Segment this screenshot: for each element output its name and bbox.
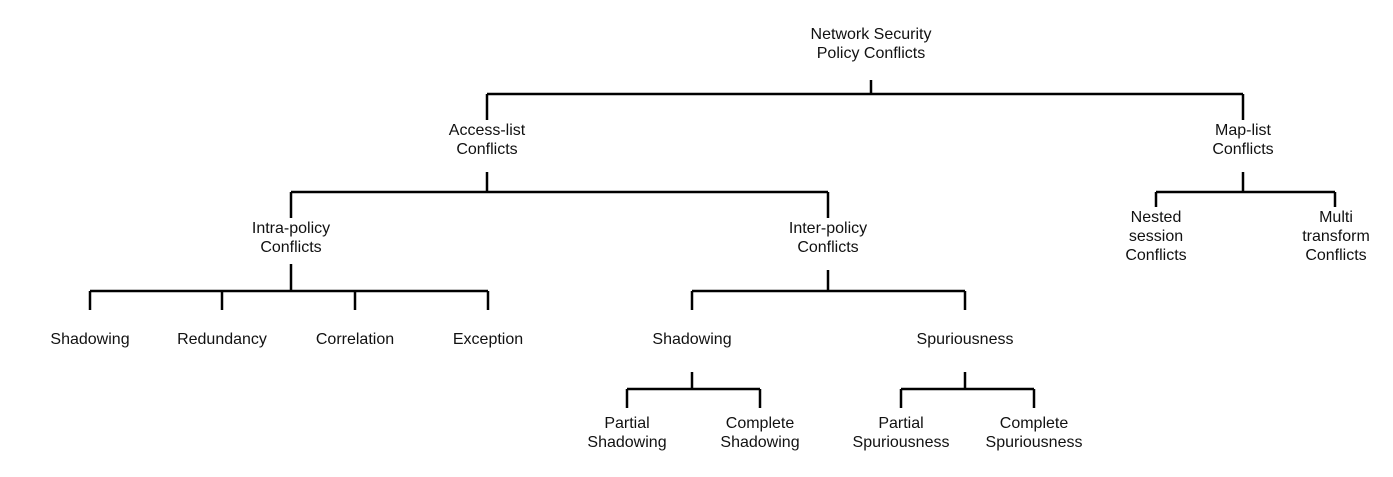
node-label-line: Partial [604, 415, 650, 432]
node-complete-spuriousness [986, 414, 1083, 452]
node-label-line: Map-list [1214, 122, 1272, 139]
node-complete-shadowing [720, 414, 799, 452]
node-label-line: Inter-policy [788, 220, 868, 237]
node-label-line: Conflicts [1305, 247, 1367, 264]
node-label-line: Network Security [810, 26, 932, 43]
node-label-line: session [1128, 228, 1184, 245]
node-label-line: Correlation [315, 331, 395, 348]
node-label-line: Partial [878, 415, 924, 432]
node-label-line: Policy Conflicts [816, 45, 926, 62]
node-label-line: Spuriousness [985, 434, 1083, 451]
node-label-line: Multi [1319, 209, 1353, 226]
node-label-line: Spuriousness [852, 434, 950, 451]
node-redundancy [177, 330, 267, 349]
node-label-line: transform [1302, 228, 1370, 245]
node-spuriousness [917, 330, 1014, 349]
node-label-line: Redundancy [177, 331, 267, 348]
node-label-line: Intra-policy [251, 220, 331, 237]
node-label-line: Complete [999, 415, 1069, 432]
node-label-line: Conflicts [797, 239, 859, 256]
node-maplist [1212, 121, 1273, 159]
node-label-line: Shadowing [652, 331, 732, 348]
node-label-line: Conflicts [1212, 141, 1274, 158]
node-correlation [316, 330, 394, 349]
node-label-line: Conflicts [456, 141, 518, 158]
node-inter-shadowing [652, 330, 731, 349]
node-label-line: Spuriousness [916, 331, 1014, 348]
node-access [449, 121, 525, 159]
node-label-line: Nested [1130, 209, 1182, 226]
node-exception [453, 330, 523, 349]
node-label-line: Access-list [448, 122, 526, 139]
node-label-line: Conflicts [1125, 247, 1187, 264]
node-label-line: Shadowing [720, 434, 800, 451]
node-label-line: Exception [452, 331, 524, 348]
node-inter [789, 219, 867, 257]
node-nested [1125, 208, 1186, 265]
node-root [811, 25, 932, 63]
node-partial-shadowing [587, 414, 666, 452]
node-label-line: Complete [725, 415, 795, 432]
node-label-line: Conflicts [260, 239, 322, 256]
node-label-line: Shadowing [587, 434, 667, 451]
node-intra [252, 219, 330, 257]
node-partial-spuriousness [853, 414, 950, 452]
node-multi [1302, 208, 1370, 265]
node-intra-shadowing [50, 330, 129, 349]
node-label-line: Shadowing [50, 331, 130, 348]
